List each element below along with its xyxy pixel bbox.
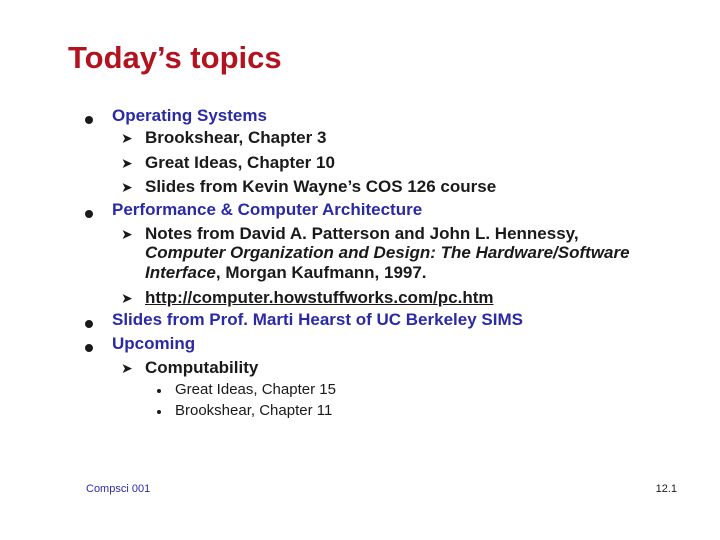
- slide-title: Today’s topics: [68, 40, 282, 75]
- os-item-kevin-wayne: Slides from Kevin Wayne’s COS 126 course: [145, 177, 497, 196]
- book-title-part-1: Computer Organization and Design: The Hardware/Software: [145, 243, 630, 262]
- upcoming-item-great-ideas: Great Ideas, Chapter 15: [175, 381, 336, 398]
- perf-book-title: [145, 243, 630, 263]
- perf-notes-line-3: [145, 263, 427, 283]
- os-item-brookshear: Brookshear, Chapter 3: [145, 128, 327, 147]
- book-title-part-2: Interface: [145, 263, 216, 282]
- arrow-bullet-icon: ➤: [121, 130, 133, 146]
- footer-slide-number: 12.1: [655, 483, 677, 495]
- topic-operating-systems: Operating Systems: [112, 106, 267, 125]
- os-item-great-ideas: Great Ideas, Chapter 10: [145, 153, 335, 172]
- upcoming-computability: Computability: [145, 358, 259, 377]
- arrow-bullet-icon: ➤: [121, 179, 133, 195]
- arrow-bullet-icon: ➤: [121, 226, 133, 242]
- bullet-dot-icon: [85, 344, 93, 352]
- upcoming-item-brookshear: Brookshear, Chapter 11: [175, 402, 333, 419]
- howstuffworks-link[interactable]: http://computer.howstuffworks.com/pc.htm: [145, 288, 494, 307]
- bullet-dot-icon: [85, 116, 93, 124]
- topic-hearst-slides: Slides from Prof. Marti Hearst of UC Berkeley SIMS: [112, 310, 523, 329]
- small-bullet-icon: [157, 389, 161, 393]
- small-bullet-icon: [157, 410, 161, 414]
- perf-notes-line-1: Notes from David A. Patterson and John L. Hennessy,: [145, 224, 579, 243]
- book-publisher: , Morgan Kaufmann, 1997.: [215, 263, 427, 282]
- bullet-dot-icon: [85, 320, 93, 328]
- topic-performance: Performance & Computer Architecture: [112, 200, 423, 219]
- arrow-bullet-icon: ➤: [121, 360, 133, 376]
- arrow-bullet-icon: ➤: [121, 155, 133, 171]
- topic-upcoming: Upcoming: [112, 334, 196, 353]
- arrow-bullet-icon: ➤: [121, 290, 133, 306]
- perf-link-line: [145, 288, 494, 308]
- bullet-dot-icon: [85, 210, 93, 218]
- footer-course: Compsci 001: [86, 483, 151, 495]
